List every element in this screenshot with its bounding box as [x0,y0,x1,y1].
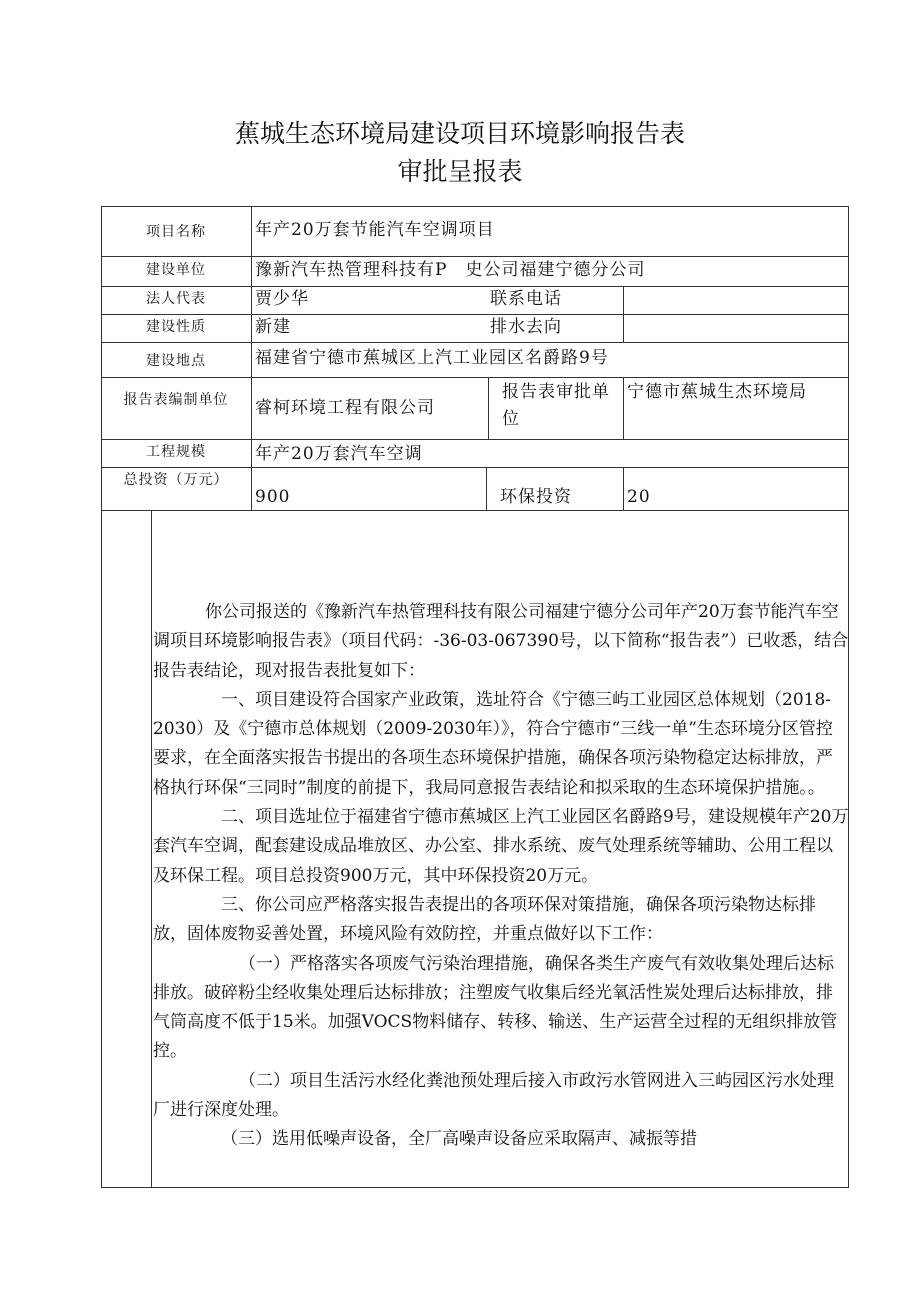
row-divider [101,467,849,468]
paragraph-3: 三、你公司应严格落实报告表提出的各项环保对策措施，确保各项污染物达标排放，固体废物妥善处置，环境风险有效防控，并重点做好以下工作： [153,894,816,945]
investment-value: 900 [255,487,291,507]
phone-label: 联系电话 [490,289,562,309]
drainage-label: 排水去向 [490,317,562,337]
project-name-value: 年产20万套节能汽车空调项目 [255,220,495,240]
legal-rep-label: 法人代表 [146,291,206,307]
column-divider [488,377,489,439]
row-divider [101,510,849,511]
approver-value: 宁德市蕉城生杰环境局 [627,382,807,402]
location-value: 福建省宁德市蕉城区上汽工业园区名爵路9号 [255,348,609,368]
column-divider [486,467,487,510]
paragraph-1: 一、项目建设符合国家产业政策，选址符合《宁德三屿工业园区总体规划（2018-2030）及《宁德市总体规划（2009-2030年）》，符合宁德市“三线一单”生态环境分区管控要求，在全面落实报告书提出的各项生态环境保护措施，确保各项污染物稳定达标排放，严格执行环保“三同时”制度的前提下，我局同意报告表结论和拟采取的生态环境保护措施。。 [153,689,833,798]
paragraph-3-1: （一）严格落实各项废气污染治理措施，确保各类生产废气有效收集处理后达标排放。破碎粉尘经收集处理后达标排放；注塑废气收集后经光氧活性炭处理后达标排放，排气筒高度不低于15米。加强VOCS物料储存、转移、输送、生产运营全过程的无组织排放管控。 [153,953,838,1062]
location-label: 建设地点 [146,353,206,369]
env-investment-label: 环保投资 [500,487,572,507]
scale-label: 工程规模 [146,444,206,460]
document-title: 蕉城生态环境局建设项目环境影响报告表 [234,119,685,148]
paragraph-intro: 你公司报送的《豫新汽车热管理科技有限公司福建宁德分公司年产20万套节能汽车空调项目环境影响报告表》（项目代码：-36-03-067390号，以下简称“报告表”）已收悉，结合报告表结论，现对报告表批复如下： [153,602,849,681]
row-divider [101,439,849,440]
project-name-label: 项目名称 [146,224,206,240]
scale-value: 年产20万套汽车空调 [255,444,423,464]
preparer-value: 睿柯环境工程有限公司 [255,398,435,418]
legal-rep-value: 贾少华 [255,289,309,309]
document-subtitle: 审批呈报表 [397,157,523,186]
paragraph-3-3: （三）选用低噪声设备，全厂高噪声设备应采取隔声、减振等措 [221,1129,697,1150]
row-divider [101,314,849,315]
column-divider [623,377,624,439]
row-divider [101,286,849,287]
row-divider [101,342,849,343]
approval-opinion-text [153,598,849,1155]
paragraph-3-2: （二）项目生活污水经化粪池预处理后接入市政污水管网进入三屿园区污水处理厂进行深度处理。 [153,1070,834,1121]
unit-value: 豫新汽车热管理科技有P 史公司福建宁德分公司 [255,260,646,280]
nature-value: 新建 [255,317,291,337]
investment-label: 总投资（万元） [123,472,229,488]
row-divider [101,256,849,257]
nature-label: 建设性质 [146,319,206,335]
approver-label-line2: 位 [502,409,520,429]
unit-label: 建设单位 [146,262,206,278]
approver-label-line1: 报告表审批单 [502,382,610,402]
row-divider [101,377,849,378]
column-divider [623,467,624,510]
column-divider [251,206,252,510]
preparer-label: 报告表编制单位 [123,392,229,408]
column-divider [151,510,152,1188]
paragraph-2: 二、项目选址位于福建省宁德市蕉城区上汽工业园区名爵路9号，建设规模年产20万套汽车空调，配套建设成品堆放区、办公室、排水系统、废气处理系统等辅助、公用工程以及环保工程。项目总投资900万元，其中环保投资20万元。 [153,807,849,886]
env-investment-value: 20 [627,487,651,507]
column-divider [623,286,624,342]
